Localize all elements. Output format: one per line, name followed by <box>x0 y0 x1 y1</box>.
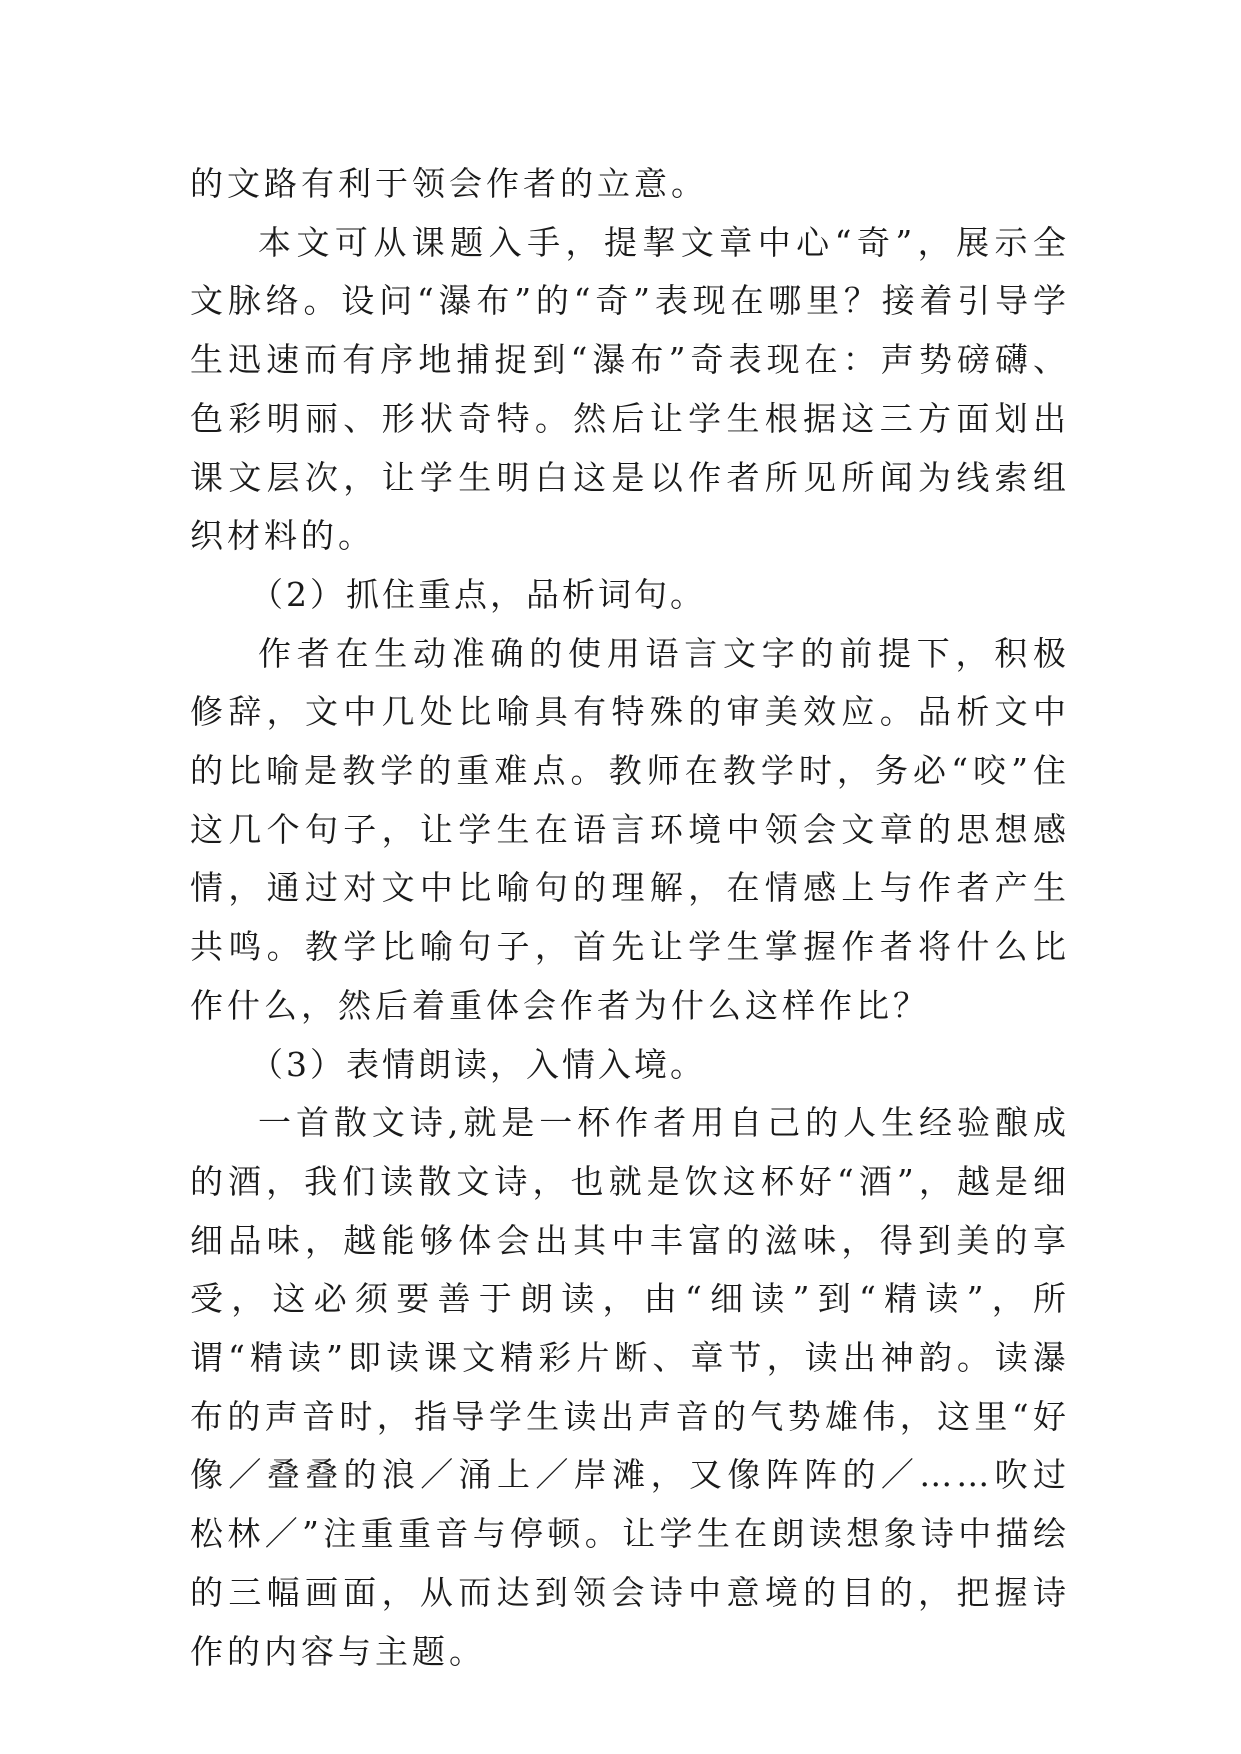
paragraph-topic-intro: 本文可从课题入手，提挈文章中心“奇”，展示全文脉络。设问“瀑布”的“奇”表现在哪里？接着引导学生迅速而有序地捕捉到“瀑布”奇表现在：声势磅礴、色彩明丽、形状奇特。然后让学生根据这三方面划出课文层次，让学生明白这是以作者所见所闻为线索组织材料的。 <box>190 222 1070 556</box>
paragraph-continuation: 的文路有利于领会作者的立意。 <box>190 164 708 203</box>
paragraph-reading-aloud: 一首散文诗,就是一杯作者用自己的人生经验酿成的酒，我们读散文诗，也就是饮这杯好“酒”，越是细细品味，越能够体会出其中丰富的滋味，得到美的享受，这必须要善于朗读，由“细读”到“精读”，所谓“精读”即读课文精彩片断、章节，读出神韵。读瀑布的声音时，指导学生读出声音的气势雄伟，这里“好像／叠叠的浪／涌上／岸滩，又像阵阵的／……吹过松林／”注重重音与停顿。让学生在朗读想象诗中描绘的三幅画面，从而达到领会诗中意境的目的，把握诗作的内容与主题。 <box>190 1103 1070 1671</box>
paragraph-metaphor-analysis: 作者在生动准确的使用语言文字的前提下，积极修辞，文中几处比喻具有特殊的审美效应。品析文中的比喻是教学的重难点。教师在教学时，务必“咬”住这几个句子，让学生在语言环境中领会文章的思想感情，通过对文中比喻句的理解，在情感上与作者产生共鸣。教学比喻句子，首先让学生掌握作者将什么比作什么，然后着重体会作者为什么这样作比？ <box>190 633 1070 1025</box>
section-heading-3: （3）表情朗读，入情入境。 <box>250 1044 706 1084</box>
document-body <box>190 155 1070 1681</box>
section-heading-2: （2）抓住重点，品析词句。 <box>250 574 706 614</box>
